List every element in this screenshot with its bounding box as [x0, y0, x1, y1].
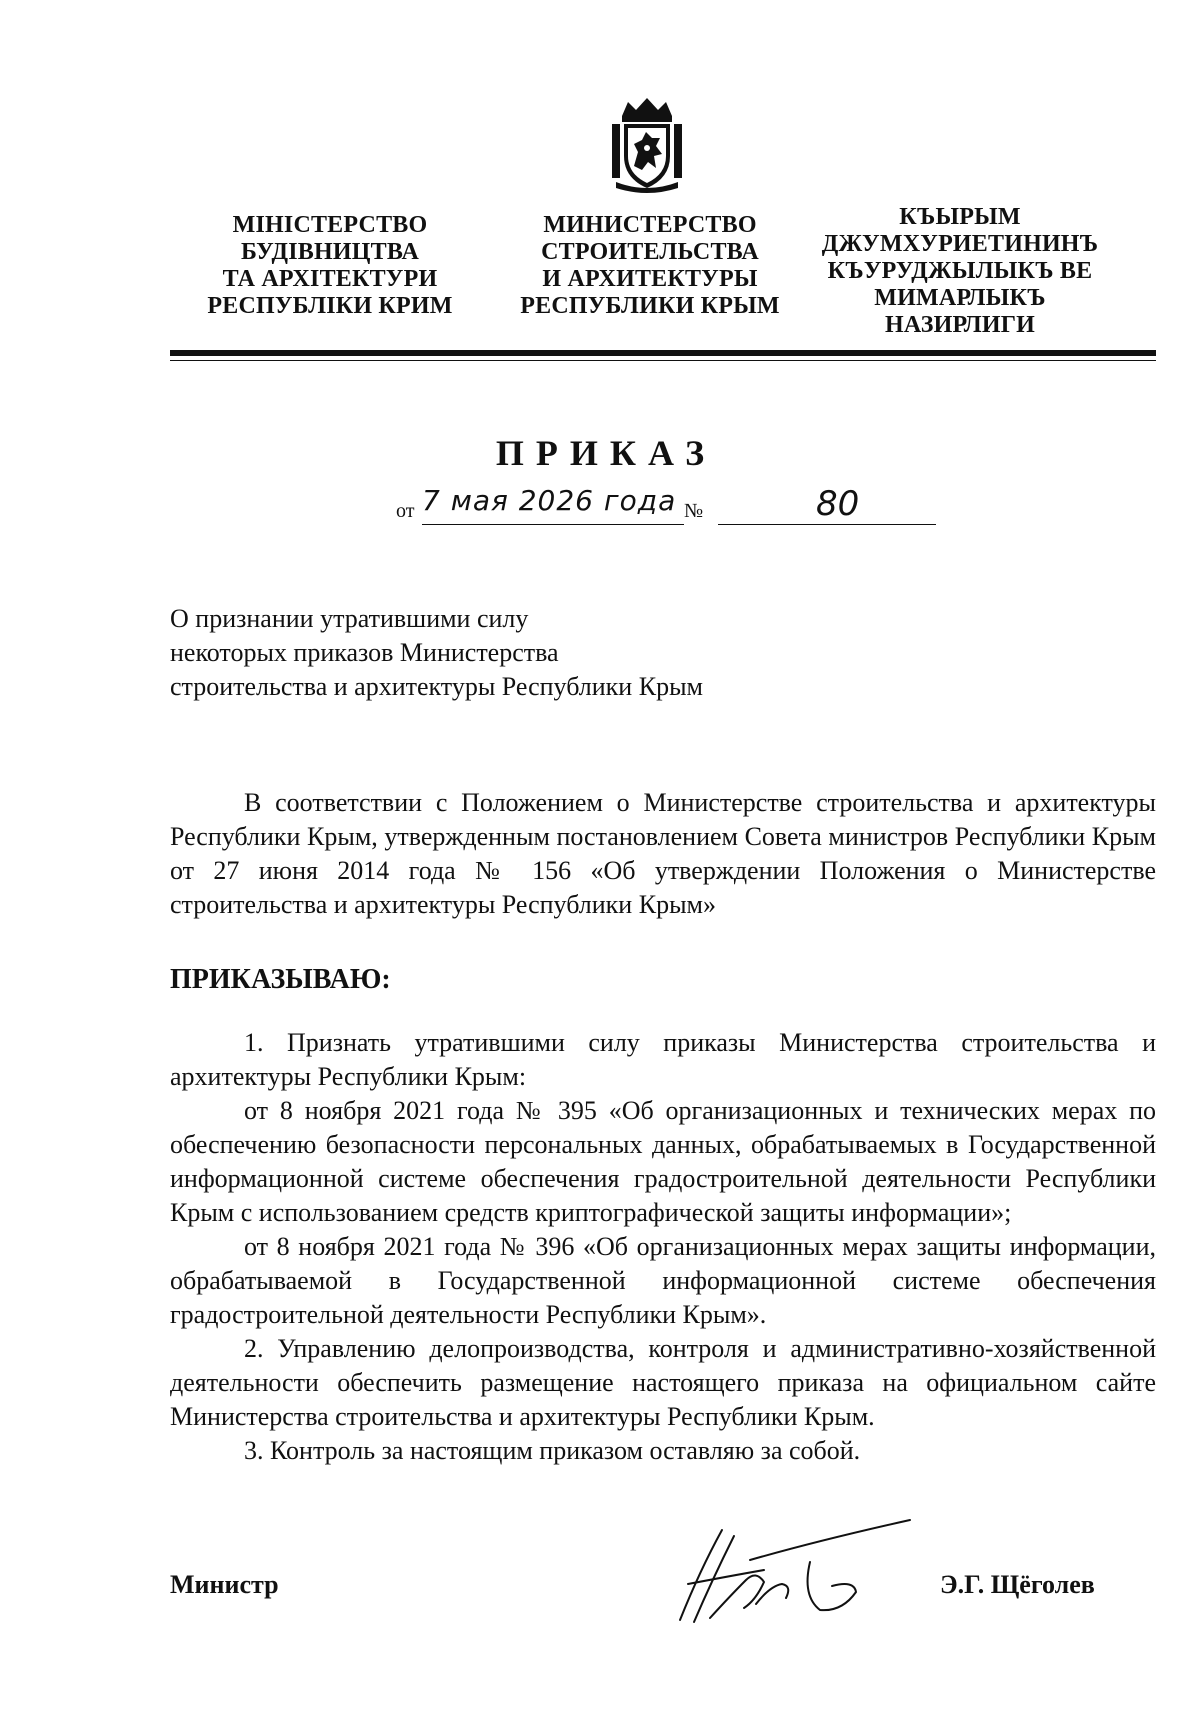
- order-item: 3. Контроль за настоящим приказом оставляю за собой.: [244, 1436, 861, 1465]
- order-item: 1. Признать утратившими силу приказы Министерства строительства и архитектуры Республики Крым:: [170, 1028, 1156, 1091]
- date-prefix: от: [396, 500, 415, 522]
- header-ministry-crimean-tatar: [810, 204, 1110, 339]
- header-line: РЕСПУБЛІКИ КРИМ: [207, 293, 453, 319]
- header-line: ДЖУМХУРИЕТИНИНЪ: [821, 231, 1099, 257]
- header-line: ТА АРХІТЕКТУРИ: [222, 266, 438, 292]
- header-line: МИМАРЛЫКЪ: [874, 285, 1046, 311]
- order-item: от 8 ноября 2021 года № 396 «Об организационных мерах защиты информации, обрабатываемой в Государственной информационной системе обеспечения градостроительной деятельности Республики Крым».: [170, 1232, 1156, 1329]
- header-line: МИНИСТЕРСТВО: [543, 212, 757, 238]
- header-ministry-ukrainian: [200, 212, 460, 320]
- number-sign: №: [684, 500, 704, 522]
- header-line: РЕСПУБЛИКИ КРЫМ: [520, 293, 780, 319]
- header-divider-thick: [170, 350, 1156, 356]
- handwritten-signature: [660, 1500, 930, 1630]
- order-date-number-row: [396, 484, 936, 530]
- preamble-paragraph: В соответствии с Положением о Министерстве строительства и архитектуры Республики Крым, утвержденным постановлением Совета министров Республики Крым от 27 июня 2014 года № 156 «Об утверждении Положения о Министерстве строительства и архитектуры Республики Крым»: [170, 788, 1156, 919]
- subject-line: некоторых приказов Министерства: [170, 638, 559, 667]
- header-line: И АРХИТЕКТУРЫ: [542, 266, 758, 292]
- handwritten-date: 7 мая 2026 года: [422, 484, 677, 517]
- handwritten-number: 80: [816, 484, 860, 524]
- order-subject: [170, 602, 890, 704]
- header-line: БУДІВНИЦТВА: [240, 239, 420, 265]
- signatory-name: Э.Г. Щёголев: [940, 1570, 1095, 1599]
- header-line: НАЗИРЛИГИ: [884, 312, 1036, 338]
- order-item: от 8 ноября 2021 года № 395 «Об организационных и технических мерах по обеспечению безопасности персональных данных, обрабатываемых в Государственной информационной системе обеспечения градостроительной деятельности Республики Крым с использованием средств криптографической защиты информации»;: [170, 1096, 1156, 1227]
- header-line: СТРОИТЕЛЬСТВА: [541, 239, 759, 265]
- header-line: МІНІСТЕРСТВО: [232, 212, 428, 238]
- order-word-heading: ПРИКАЗЫВАЮ:: [170, 964, 391, 995]
- order-title: ПРИКАЗ: [495, 433, 717, 473]
- subject-line: строительства и архитектуры Республики Крым: [170, 672, 703, 701]
- header-line: КЪЫРЫМ: [899, 204, 1021, 230]
- subject-line: О признании утратившими силу: [170, 604, 529, 633]
- date-underline: [422, 524, 684, 525]
- header-ministry-russian: [510, 212, 790, 320]
- number-underline: [718, 524, 936, 525]
- signatory-title: Министр: [170, 1570, 279, 1599]
- order-item: 2. Управлению делопроизводства, контроля и административно-хозяйственной деятельности обеспечить размещение настоящего приказа на официальном сайте Министерства строительства и архитектуры Республики Крым.: [170, 1334, 1156, 1431]
- order-items: [170, 1026, 1156, 1468]
- header-divider-thin: [170, 360, 1156, 361]
- header-line: КЪУРУДЖЫЛЫКЪ ВЕ: [827, 258, 1093, 284]
- coat-of-arms-emblem: [608, 94, 686, 194]
